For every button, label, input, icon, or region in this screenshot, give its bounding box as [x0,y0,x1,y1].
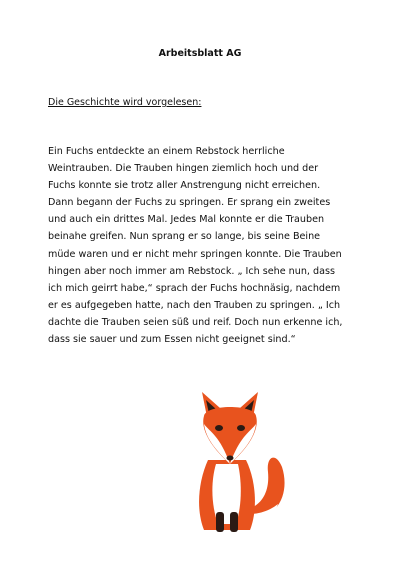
story-line: Weintrauben. Die Trauben hingen ziemlich hoch und der [48,163,319,175]
story-line: Dann begann der Fuchs zu springen. Er sprang ein zweites [48,197,331,209]
story-line: und auch ein drittes Mal. Jedes Mal konnte er die Trauben [48,214,325,226]
story-line: dachte die Trauben seien süß und reif. Doch nun erkenne ich, [48,316,343,328]
story-line: ich mich geirrt habe,“ sprach der Fuchs hochnäsig, nachdem [48,282,341,294]
fox-illustration-icon [170,372,290,542]
story-line: Fuchs konnte sie trotz aller Anstrengung nicht erreichen. [48,180,321,192]
story-line: hingen aber noch immer am Rebstock. „ Ich sehe nun, dass [48,265,335,277]
story-text [48,143,378,348]
section-heading: Die Geschichte wird vorgelesen: [48,97,202,108]
story-line: dass sie sauer und zum Essen nicht geeignet sind.“ [48,334,296,346]
story-line: müde waren und er nicht mehr springen konnte. Die Trauben [48,248,342,260]
page-title: Arbeitsblatt AG [158,48,242,59]
story-line: Ein Fuchs entdeckte an einem Rebstock herrliche [48,146,285,157]
story-line: er es aufgegeben hatte, nach den Trauben zu springen. „ Ich [48,299,341,311]
story-line: beinahe greifen. Nun sprang er so lange, bis seine Beine [48,231,321,243]
